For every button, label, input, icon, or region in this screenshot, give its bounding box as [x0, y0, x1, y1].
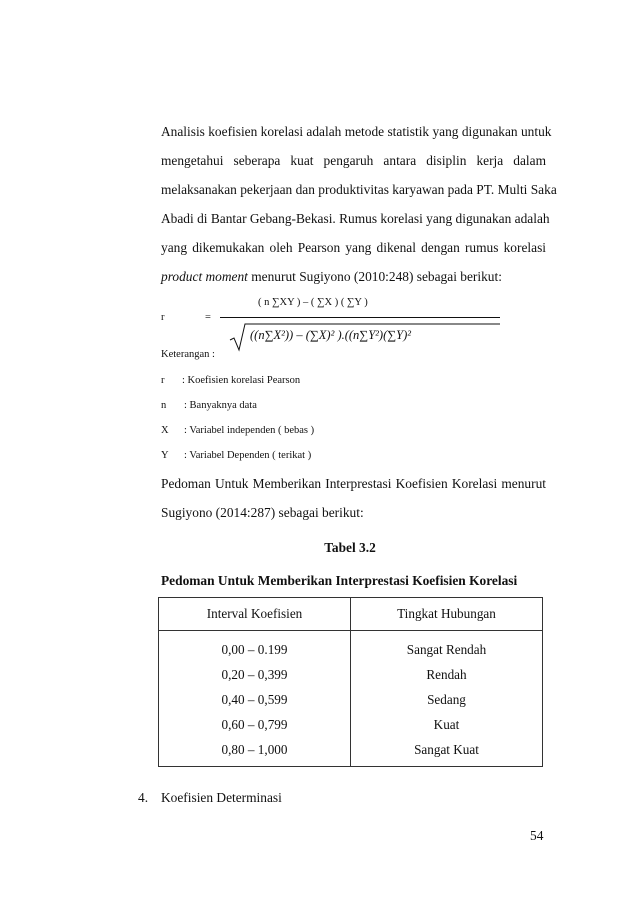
paragraph-analisis	[161, 117, 557, 291]
section-title: Koefisien Determinasi	[161, 790, 282, 805]
paragraph-line: melaksanakan pekerjaan dan produktivitas karyawan pada PT. Multi Saka	[161, 182, 557, 197]
italic-term: product moment	[161, 269, 248, 284]
paragraph-text: menurut Sugiyono (2010:248) sebagai berikut:	[247, 269, 502, 284]
table-caption: Pedoman Untuk Memberikan Interprestasi Koefisien Korelasi	[161, 573, 518, 588]
interval-column	[159, 631, 351, 767]
keterangan-desc: : Koefisien korelasi Pearson	[182, 375, 301, 386]
tingkat-column	[351, 631, 543, 767]
keterangan-symbol: r	[161, 375, 165, 386]
fraction-bar	[220, 317, 500, 318]
keterangan-symbol: Y	[161, 450, 169, 461]
keterangan-desc: : Banyaknya data	[184, 400, 257, 411]
paragraph-line-last: Sugiyono (2014:287) sebagai berikut:	[161, 505, 364, 520]
paragraph-line-last	[161, 262, 546, 291]
keterangan-symbol: n	[161, 400, 167, 411]
keterangan-title: Keterangan :	[161, 349, 215, 360]
table-cell: Sangat Rendah	[406, 642, 487, 657]
paragraph-line: yang dikemukakan oleh Pearson yang dikenal dengan rumus korelasi	[161, 240, 546, 255]
paragraph-line: Pedoman Untuk Memberikan Interprestasi Koefisien Korelasi menurut	[161, 476, 546, 491]
formula-numerator: ( n ∑XY ) – ( ∑X ) ( ∑Y )	[258, 297, 368, 308]
table-cell: Sangat Kuat	[414, 742, 479, 757]
table-cell: Sedang	[427, 692, 466, 707]
table-cell: 0,80 – 1,000	[221, 742, 288, 757]
formula-lhs: r	[161, 312, 165, 323]
keterangan-symbol: X	[161, 425, 169, 436]
paragraph-line: Analisis koefisien korelasi adalah metode statistik yang digunakan untuk	[161, 124, 552, 139]
paragraph-pedoman	[161, 469, 546, 527]
table-cell: Rendah	[426, 667, 467, 682]
table-header-tingkat: Tingkat Hubungan	[351, 598, 543, 631]
table-header-row	[159, 598, 543, 631]
table-cell: 0,40 – 0,599	[221, 692, 288, 707]
page-number: 54	[530, 828, 544, 843]
table-cell: 0,60 – 0,799	[221, 717, 288, 732]
section-number: 4.	[138, 790, 149, 805]
formula-denominator: ((n∑X²)) – (∑X)² ).((n∑Y²)(∑Y)²	[250, 328, 412, 342]
formula-equals: =	[205, 312, 211, 323]
table-header-interval: Interval Koefisien	[159, 598, 351, 631]
table-cell: 0,00 – 0.199	[221, 642, 288, 657]
paragraph-line: mengetahui seberapa kuat pengaruh antara disiplin kerja dalam	[161, 153, 546, 168]
table-cell: Kuat	[433, 717, 460, 732]
keterangan-desc: : Variabel Dependen ( terikat )	[184, 450, 312, 461]
table-number: Tabel 3.2	[324, 540, 376, 555]
koefisien-table	[158, 597, 543, 767]
table-cell: 0,20 – 0,399	[221, 667, 288, 682]
paragraph-line: Abadi di Bantar Gebang-Bekasi. Rumus korelasi yang digunakan adalah	[161, 211, 550, 226]
keterangan-desc: : Variabel independen ( bebas )	[184, 425, 315, 436]
table-row	[159, 631, 543, 767]
